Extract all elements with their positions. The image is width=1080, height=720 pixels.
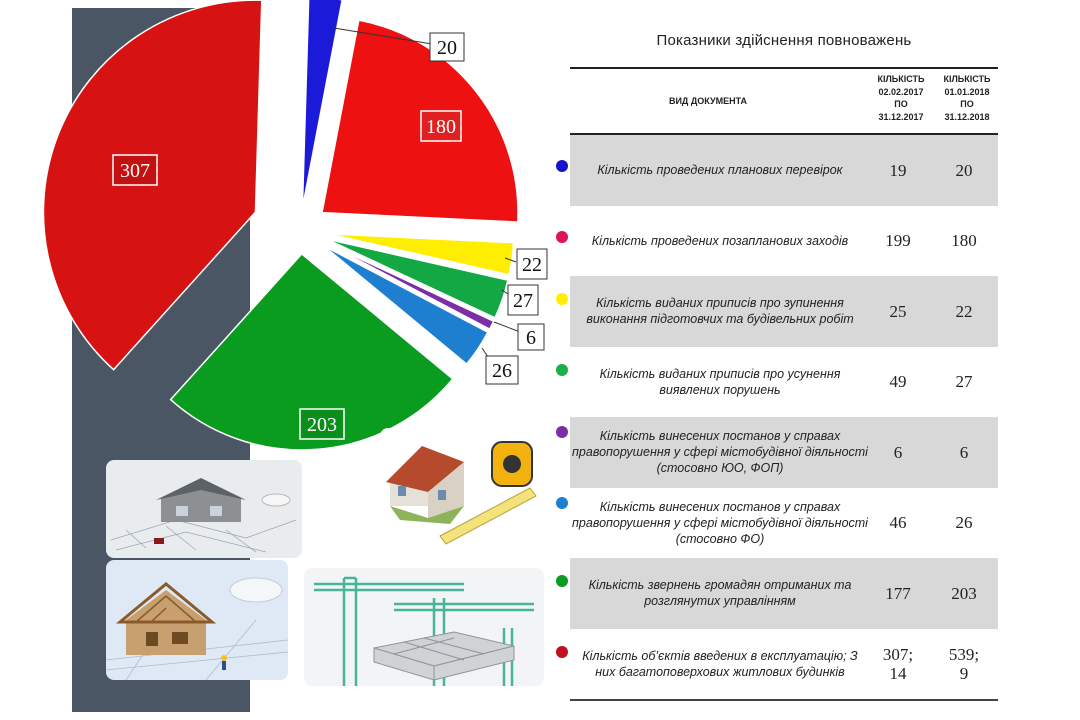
construction-crane-photo bbox=[304, 568, 544, 686]
row-label: Кількість звернень громадян отриманих та розглянутих управлінням bbox=[588, 578, 852, 609]
data-label: 180 bbox=[426, 116, 456, 138]
value-2017: 307; 14 bbox=[882, 644, 914, 683]
legend-dot bbox=[556, 575, 568, 587]
indicators-table bbox=[570, 67, 998, 701]
table-row bbox=[570, 135, 998, 206]
header-period-2018: КІЛЬКІСТЬ 01.01.2018 ПО 31.12.2018 bbox=[943, 74, 991, 122]
legend-dot bbox=[556, 497, 568, 509]
row-label: Кількість виданих приписів про зупинення виконання підготовчих та будівельних робіт bbox=[586, 296, 854, 327]
table-row bbox=[570, 558, 998, 629]
legend-dot bbox=[556, 364, 568, 376]
table-row bbox=[570, 276, 998, 347]
table-row bbox=[570, 629, 998, 700]
value-2017: 6 bbox=[893, 442, 903, 462]
row-label: Кількість виданих приписів про усунення виявлених порушень bbox=[599, 366, 841, 397]
value-2018: 22 bbox=[955, 301, 973, 321]
table-row bbox=[570, 488, 998, 559]
data-label: 20 bbox=[437, 37, 457, 59]
data-label: 27 bbox=[513, 290, 533, 312]
value-2018: 26 bbox=[955, 513, 973, 533]
table-row bbox=[570, 417, 998, 488]
table-row bbox=[570, 206, 998, 277]
value-2017: 199 bbox=[885, 231, 911, 251]
data-label: 26 bbox=[492, 360, 512, 382]
house-tape-measure-photo bbox=[380, 428, 548, 546]
value-2017: 177 bbox=[885, 583, 911, 603]
header-doc-type: ВИД ДОКУМЕНТА bbox=[668, 96, 748, 106]
table-title: Показники здійснення повноважень bbox=[656, 32, 912, 49]
value-2018: 539; 9 bbox=[948, 644, 980, 683]
legend-dot bbox=[556, 293, 568, 305]
row-label: Кількість винесених постанов у справах правопорушення у сфері містобудівної діяльності (стосовно ФО) bbox=[572, 499, 868, 546]
row-label: Кількість проведених позапланових заходів bbox=[591, 233, 849, 248]
leader-line bbox=[494, 322, 520, 332]
row-label: Кількість об’єктів введених в експлуатацію; З них багатоповерхових житлових будинків bbox=[582, 648, 858, 679]
value-2017: 25 bbox=[889, 301, 907, 321]
house-blueprint-photo bbox=[106, 460, 302, 558]
legend-dot bbox=[556, 231, 568, 243]
table-body bbox=[570, 135, 998, 699]
data-label: 22 bbox=[522, 254, 542, 276]
house-frame-photo bbox=[106, 560, 288, 680]
data-label: 307 bbox=[120, 160, 150, 182]
pie-slice bbox=[322, 20, 518, 222]
value-2018: 6 bbox=[959, 442, 969, 462]
row-label: Кількість проведених планових перевірок bbox=[597, 163, 843, 178]
legend-dot bbox=[556, 426, 568, 438]
header-period-2017: КІЛЬКІСТЬ 02.02.2017 ПО 31.12.2017 bbox=[877, 74, 925, 122]
row-label: Кількість винесених постанов у справах правопорушення у сфері містобудівної діяльності (стосовно ЮО, ФОП) bbox=[572, 429, 868, 476]
data-label: 6 bbox=[526, 327, 536, 349]
value-2018: 203 bbox=[951, 583, 977, 603]
value-2018: 180 bbox=[951, 231, 977, 251]
pie-chart bbox=[0, 0, 560, 470]
table-row bbox=[570, 347, 998, 418]
value-2017: 19 bbox=[889, 160, 907, 180]
value-2018: 20 bbox=[955, 160, 973, 180]
table-header bbox=[570, 69, 998, 135]
value-2017: 49 bbox=[889, 372, 907, 392]
value-2018: 27 bbox=[955, 372, 973, 392]
legend-dot bbox=[556, 646, 568, 658]
legend-dot bbox=[556, 160, 568, 172]
data-label: 203 bbox=[307, 414, 337, 436]
value-2017: 46 bbox=[889, 513, 907, 533]
